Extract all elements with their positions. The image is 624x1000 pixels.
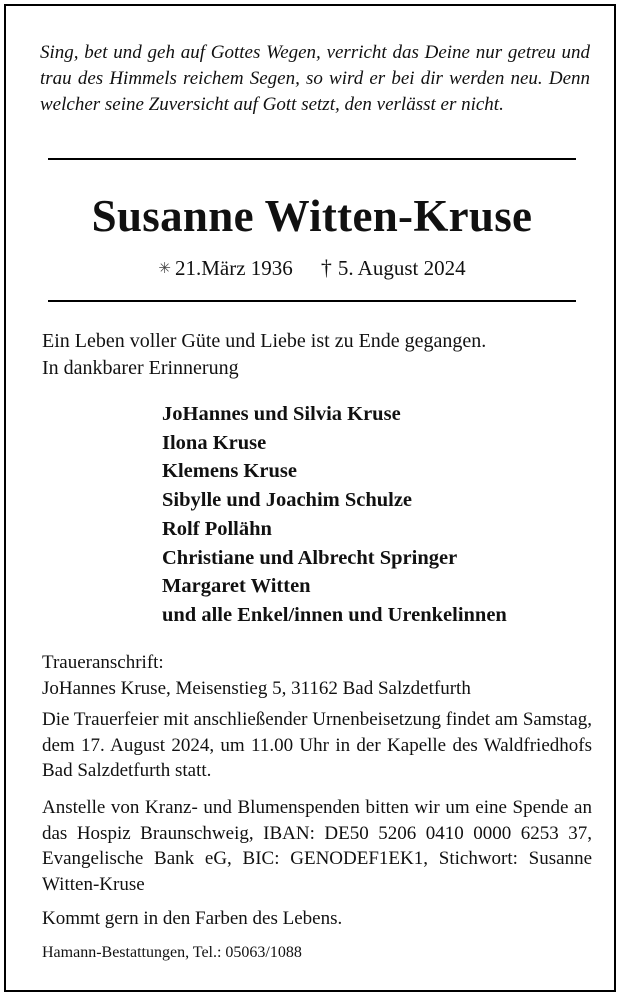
mourner-item: Rolf Pollähn	[162, 517, 272, 540]
birth-date: 21.März 1936	[175, 256, 293, 280]
bible-quote: Sing, bet und geh auf Gottes Wegen, verricht das Deine nur getreu und trau des Himmels reichem Segen, so wird er bei dir werden neu. Denn welcher seine Zuversicht auf Gott setzt, den verlässt er nicht.	[40, 42, 590, 115]
mourner-item: Christiane und Albrecht Springer	[162, 546, 458, 569]
deceased-name: Susanne Witten-Kruse	[91, 191, 533, 241]
intro-text	[42, 328, 602, 382]
intro-line: Ein Leben voller Güte und Liebe ist zu Ende gegangen.	[42, 330, 487, 352]
mourner-item: Margaret Witten	[162, 575, 311, 598]
divider-top	[48, 158, 576, 160]
funeral-home-footer: Hamann-Bestattungen, Tel.: 05063/1088	[42, 944, 302, 961]
mourners-list	[162, 400, 602, 630]
mourner-item: Klemens Kruse	[162, 460, 297, 483]
mourning-address	[42, 650, 592, 701]
life-dates	[0, 254, 624, 283]
divider-bottom	[48, 300, 576, 302]
address-label: Traueranschrift:	[42, 652, 164, 673]
mourner-item: Ilona Kruse	[162, 431, 267, 454]
death-cross-icon: †	[320, 255, 332, 280]
mourner-item: Sibylle und Joachim Schulze	[162, 489, 413, 512]
death-date: 5. August 2024	[337, 256, 466, 280]
intro-line: In dankbarer Erinnerung	[42, 357, 239, 379]
mourner-item: JoHannes und Silvia Kruse	[162, 403, 401, 425]
mourner-item: und alle Enkel/innen und Urenkelinnen	[162, 603, 507, 626]
ceremony-info: Die Trauerfeier mit anschließender Urnenbeisetzung findet am Samstag, dem 17. August 2024, um 11.00 Uhr in der Kapelle des Waldfriedhofs Bad Salzdetfurth statt.	[42, 709, 592, 781]
birth-star-icon: ✳	[158, 261, 171, 277]
closing-line: Kommt gern in den Farben des Lebens.	[42, 908, 343, 929]
donation-info: Anstelle von Kranz- und Blumenspenden bitten wir um eine Spende an das Hospiz Braunschweig, IBAN: DE50 5206 0410 0000 6253 37, Evangelische Bank eG, BIC: GENODEF1EK1, Stichwort: Susanne Witten-Kruse	[42, 797, 592, 895]
address-text: JoHannes Kruse, Meisenstieg 5, 31162 Bad Salzdetfurth	[42, 677, 471, 699]
